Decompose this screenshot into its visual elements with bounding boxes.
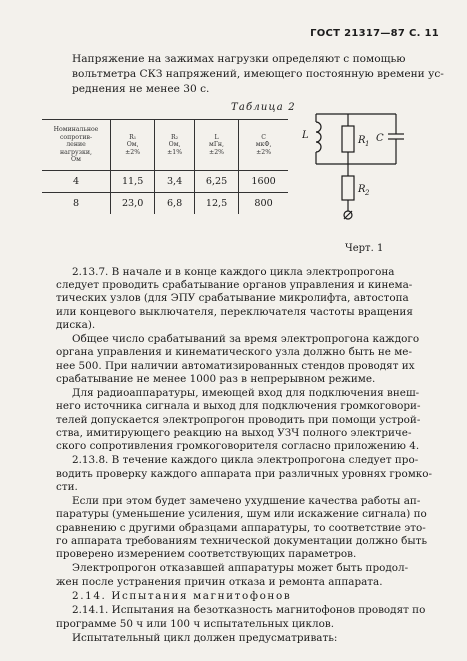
text-line: 2.14. Испытания магнитофонов xyxy=(72,590,292,602)
text-line: Испытательный цикл должен предусматривать: xyxy=(72,632,338,644)
text-line: Напряжение на зажимах нагрузки определяют с помощью xyxy=(72,53,406,65)
table-cell: 800 xyxy=(239,192,288,214)
body-paragraph xyxy=(56,562,422,588)
table-cell: 8 xyxy=(72,197,80,209)
resistor-r2-body xyxy=(342,176,354,200)
text-line: программе 50 ч или 100 ч испытательных циклов. xyxy=(56,617,335,630)
body-paragraph xyxy=(56,590,422,603)
text-line: реднения не менее 30 с. xyxy=(72,82,210,95)
text-line: паратуры (уменьшение усиления, шум или искажение сигнала) по xyxy=(56,508,427,521)
body-paragraph xyxy=(56,266,422,332)
text-line: Электропрогон отказавшей аппаратуры может быть продол- xyxy=(72,562,409,575)
text-line: срабатывание не менее 1000 раз в непрерывном режиме. xyxy=(56,372,376,385)
header-l: L мГн, ±2% xyxy=(194,120,238,171)
table-header-row xyxy=(42,120,288,171)
text-line: го аппарата требованиям технической документации должно быть xyxy=(56,534,428,547)
resistor-r1-body xyxy=(342,126,354,152)
header-r2: R₂ Ом, ±1% xyxy=(155,120,195,171)
table-cell: 6,8 xyxy=(155,192,195,214)
table-caption: Таблица 2 xyxy=(231,102,296,113)
resistance-table xyxy=(42,119,288,214)
intro-paragraph xyxy=(56,52,444,96)
label-r1: R xyxy=(358,135,366,146)
text-line: вольтметра СКЗ напряжений, имеющего постоянную времени ус- xyxy=(72,67,444,80)
table-cell: 11,5 xyxy=(111,170,155,192)
text-line: сти. xyxy=(56,480,78,493)
table-cell: 23,0 xyxy=(111,192,155,214)
body-paragraph xyxy=(56,495,428,561)
circuit-diagram xyxy=(302,108,422,228)
text-line: сравнению с другими образцами аппаратуры, то соответствие это- xyxy=(56,521,426,534)
text-line: тических узлов (для ЭПУ срабатывание микролифта, автостопа xyxy=(56,292,409,305)
body-paragraph xyxy=(56,604,426,630)
table-cell: 1600 xyxy=(239,170,288,192)
text-line: 2.13.8. В течение каждого цикла электропрогона следует про- xyxy=(72,454,419,467)
text-line: проверено измерением соответствующих параметров. xyxy=(56,548,357,560)
text-line: органа управления и кинематического узла должно быть не ме- xyxy=(56,346,412,359)
text-line: ского сопротивления громкоговорителя согласно приложению 4. xyxy=(56,440,420,452)
body-paragraph xyxy=(56,387,422,453)
inductor-coil xyxy=(316,122,321,152)
figure-caption: Черт. 1 xyxy=(345,243,384,254)
text-line: 2.14.1. Испытания на безотказность магнитофонов проводят по xyxy=(72,604,426,617)
table-row xyxy=(42,170,288,192)
header-load: Номинальное сопротив- ление нагрузки, Ом xyxy=(42,120,111,171)
text-line: водить проверку каждого аппарата при различных уровнях громко- xyxy=(56,467,433,480)
table-cell: 4 xyxy=(42,170,111,192)
text-line: Если при этом будет замечено ухудшение качества работы ап- xyxy=(72,495,421,508)
label-r2-sub: 2 xyxy=(365,189,370,197)
text-line: следует проводить срабатывание органов управления и кинема- xyxy=(56,279,413,292)
label-l: L xyxy=(302,130,309,141)
text-line: жен после устранения причин отказа и ремонта аппарата. xyxy=(56,575,383,588)
text-line: или концевого выключателя, переключателя частоты вращения xyxy=(56,305,413,318)
text-line: Общее число срабатываний за время электропрогона каждого xyxy=(72,333,420,346)
table-cell: 6,25 xyxy=(194,170,238,192)
table-cell: 12,5 xyxy=(194,192,238,214)
text-line: ства, имитирующего реакцию на выход УЗЧ полного электриче- xyxy=(56,426,412,439)
body-paragraph xyxy=(56,454,433,494)
label-r1-sub: 1 xyxy=(365,140,370,148)
header-r1: R₁ Ом, ±2% xyxy=(111,120,155,171)
label-c: C xyxy=(376,133,384,144)
body-paragraph xyxy=(56,632,422,645)
body-paragraph xyxy=(56,333,422,386)
text-line: нее 500. При наличии автоматизированных стендов проводят их xyxy=(56,359,415,372)
header-c: C мкФ, ±2% xyxy=(239,120,288,171)
text-line: него источника сигнала и выход для подключения громкоговори- xyxy=(56,400,421,413)
page-header: ГОСТ 21317—87 С. 11 xyxy=(310,28,439,39)
text-line: телей допускается электропрогон проводить при помощи устрой- xyxy=(56,413,421,426)
text-line: диска). xyxy=(56,318,96,331)
text-line: 2.13.7. В начале и в конце каждого цикла электропрогона xyxy=(72,266,395,278)
table-row xyxy=(42,192,288,214)
table-cell: 3,4 xyxy=(155,170,195,192)
label-r2: R xyxy=(358,184,366,195)
text-line: Для радиоаппаратуры, имеющей вход для подключения внеш- xyxy=(72,387,420,400)
